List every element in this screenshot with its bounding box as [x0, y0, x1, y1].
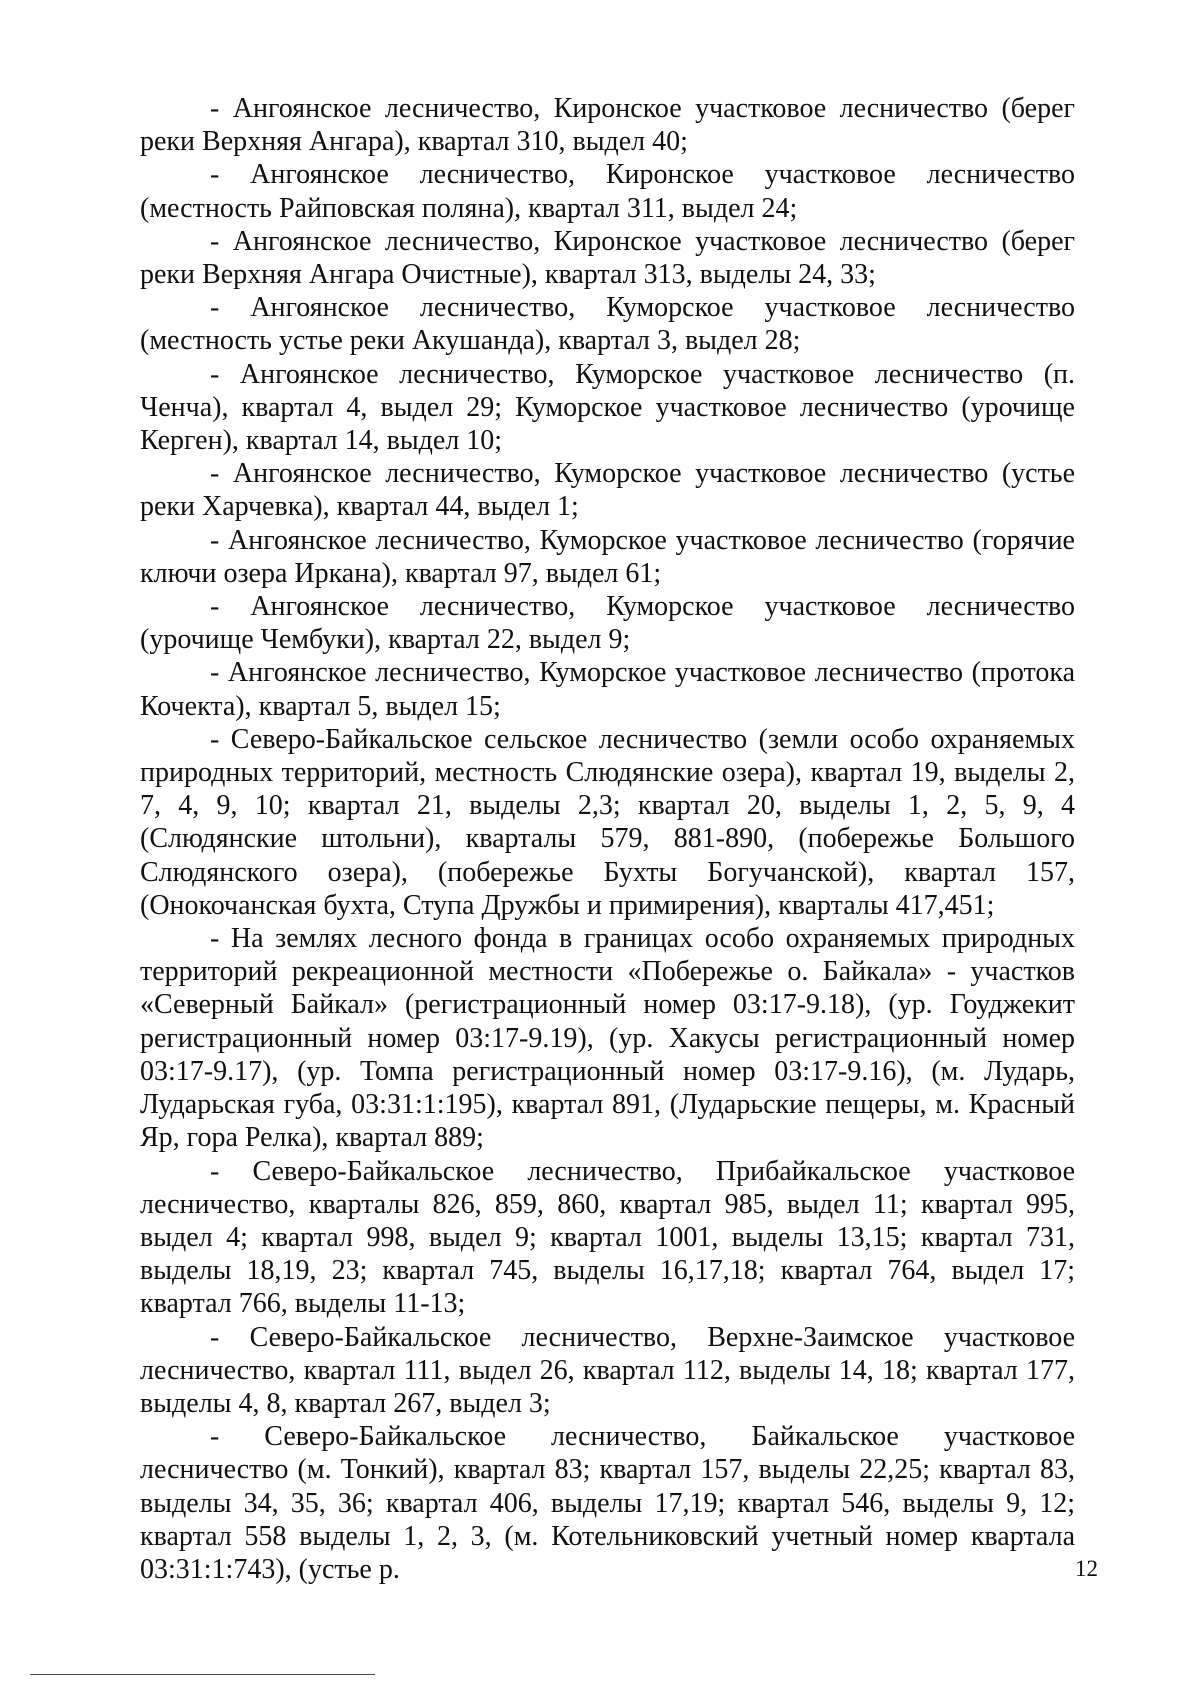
- paragraph: - Ангоянское лесничество, Куморское участковое лесничество (горячие ключи озера Иркана), квартал 97, выдел 61;: [140, 524, 1075, 589]
- paragraph: - Ангоянское лесничество, Куморское участковое лесничество (устье реки Харчевка), квартал 44, выдел 1;: [140, 458, 1075, 523]
- paragraph: - Ангоянское лесничество, Киронское участковое лесничество (берег реки Верхняя Ангара), квартал 310, выдел 40;: [140, 93, 1075, 158]
- paragraph: - Ангоянское лесничество, Куморское участковое лесничество (местность устье реки Акушанда), квартал 3, выдел 28;: [140, 292, 1075, 357]
- paragraph: - Северо-Байкальское сельское лесничество (земли особо охраняемых природных территорий, местность Слюдянские озера), квартал 19, выделы 2, 7, 4, 9, 10; квартал 21, выделы 2,3; квартал 20, выделы 1, 2, 5, 9, 4 (Слюдянские штольни), кварталы 579, 881-890, (побережье Большого Слюдянского озера), (побережье Бухты Богучанской), квартал 157, (Онокочанская бухта, Ступа Дружбы и примирения), кварталы 417,451;: [140, 723, 1075, 921]
- footer-divider: [30, 1674, 375, 1675]
- paragraph: - Северо-Байкальское лесничество, Прибайкальское участковое лесничество, кварталы 826, 859, 860, квартал 985, выдел 11; квартал 995, выдел 4; квартал 998, выдел 9; квартал 1001, выделы 13,15; квартал 731, выделы 18,19, 23; квартал 745, выделы 16,17,18; квартал 764, выдел 17; квартал 766, выделы 11-13;: [140, 1155, 1075, 1320]
- page-number: 12: [1075, 1556, 1098, 1581]
- paragraph: - Ангоянское лесничество, Куморское участковое лесничество (п. Ченча), квартал 4, выдел 29; Куморское участковое лесничество (урочище Керген), квартал 14, выдел 10;: [140, 358, 1075, 457]
- paragraph: - Ангоянское лесничество, Куморское участковое лесничество (урочище Чембуки), квартал 22, выдел 9;: [140, 591, 1075, 656]
- document-body: [140, 92, 1075, 1586]
- paragraph: - Ангоянское лесничество, Киронское участковое лесничество (местность Райповская поляна), квартал 311, выдел 24;: [140, 159, 1075, 224]
- paragraph: - Северо-Байкальское лесничество, Верхне-Заимское участковое лесничество, квартал 111, выдел 26, квартал 112, выделы 14, 18; квартал 177, выделы 4, 8, квартал 267, выдел 3;: [140, 1321, 1075, 1419]
- paragraph: - На землях лесного фонда в границах особо охраняемых природных территорий рекреационной местности «Побережье о. Байкала» - участков «Северный Байкал» (регистрационный номер 03:17-9.18), (ур. Гоуджекит регистрационный номер 03:17-9.19), (ур. Хакусы регистрационный номер 03:17-9.17), (ур. Томпа регистрационный номер 03:17-9.16), (м. Лударь, Лударьская губа, 03:31:1:195), квартал 891, (Лударьские пещеры, м. Красный Яр, гора Релка), квартал 889;: [140, 923, 1075, 1154]
- paragraph: - Ангоянское лесничество, Киронское участковое лесничество (берег реки Верхняя Ангара Очистные), квартал 313, выделы 24, 33;: [140, 225, 1075, 291]
- paragraph: - Ангоянское лесничество, Куморское участковое лесничество (протока Кочекта), квартал 5, выдел 15;: [140, 657, 1075, 722]
- paragraph: - Северо-Байкальское лесничество, Байкальское участковое лесничество (м. Тонкий), квартал 83; квартал 157, выделы 22,25; квартал 83, выделы 34, 35, 36; квартал 406, выделы 17,19; квартал 546, выделы 9, 12; квартал 558 выделы 1, 2, 3, (м. Котельниковский учетный номер квартала 03:31:1:743), (устье р.: [140, 1421, 1075, 1585]
